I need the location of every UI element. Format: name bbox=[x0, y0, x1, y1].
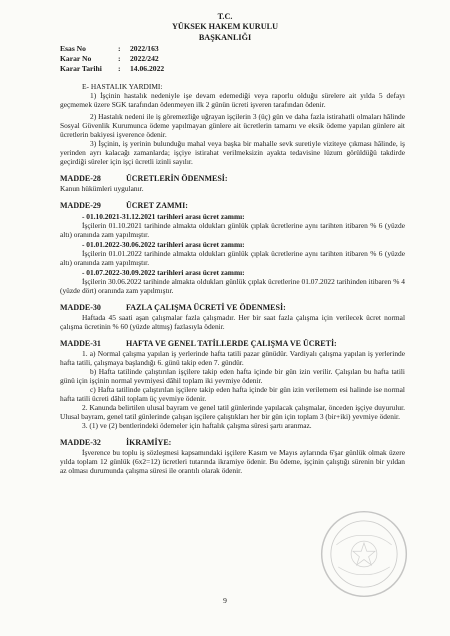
madde-28-paragraph: Kanun hükümleri uygulanır. bbox=[60, 184, 144, 194]
document-body bbox=[60, 82, 405, 475]
madde-30-heading bbox=[60, 303, 405, 313]
madde-31-paragraph-1: 1. a) Normal çalışma yapılan iş yerlerinde hafta tatili pazar günüdür. Vardiyalı çalışma yapılan iş yerlerinde hafta tatili, çalışmaya başlandığı 6. günü takip eden 7. gündür. bbox=[60, 348, 405, 367]
madde-number: MADDE-29 bbox=[60, 201, 101, 211]
meta-row-karar bbox=[60, 54, 164, 64]
meta-sep: : bbox=[118, 44, 121, 53]
madde-28-heading bbox=[60, 174, 405, 184]
madde-32-heading bbox=[60, 438, 405, 448]
section-e-paragraph-3: 3) İşçinin, iş yerinin bulunduğu mahal veya başka bir mahalle sevk suretiyle viziteye çıkması hâlinde, iş yerinden ayrı kalacağı zamanlarda; işçiye istirahat verilmeksizin ayakta tedavisine lüzum görüldüğü takdirde geçirdiği süreler için işçi ücretli izinli sayılır. bbox=[60, 139, 405, 167]
madde-31-paragraph-3: c) Hafta tatilinde çalıştırılan işçilere takip eden hafta içinde bir gün izin verilemem esi halinde ise normal hafta tatili ücreti dâhil toplam üç yevmiye ödenir. bbox=[60, 384, 405, 403]
meta-key: Karar Tarihi bbox=[60, 63, 102, 73]
madde-title: FAZLA ÇALIŞMA ÜCRETİ VE ÖDENMESİ: bbox=[126, 303, 286, 313]
madde-title: HAFTA VE GENEL TATİLLERDE ÇALIŞMA VE ÜCRETİ: bbox=[126, 338, 337, 348]
header-line-tc: T.C. bbox=[217, 12, 233, 21]
meta-key: Esas No bbox=[60, 44, 86, 53]
header-line-institution: YÜKSEK HAKEM KURULU bbox=[172, 22, 278, 32]
madde-number: MADDE-30 bbox=[60, 303, 101, 313]
madde-31-heading bbox=[60, 339, 405, 349]
header-line-presidency: BAŞKANLIĞI bbox=[198, 32, 252, 42]
page-number: 9 bbox=[223, 596, 227, 605]
madde-29-heading bbox=[60, 201, 405, 211]
case-meta bbox=[60, 44, 164, 74]
madde-31-paragraph-5: 3. (1) ve (2) bentlerindeki ödemeler için haftalık çalışma süresi şartı aranmaz. bbox=[82, 420, 312, 430]
madde-29-subheading-2: - 01.01.2022-30.06.2022 tarihleri arası ücret zammı: bbox=[82, 239, 245, 249]
official-seal-stamp bbox=[318, 508, 410, 600]
madde-number: MADDE-32 bbox=[60, 437, 101, 447]
madde-31-paragraph-4: 2. Kanunda belirtilen ulusal bayram ve genel tatil günlerinde yapılacak çalışmalar, önceden işçiye duyurulur. Ulusal bayram, genel tatil günlerinde çalışan işçilere çalıştıkları her bir gün için toplam 3 (bir+iki) yevmiye ödenir. bbox=[60, 402, 405, 421]
madde-number: MADDE-31 bbox=[60, 338, 101, 348]
madde-title: ÜCRET ZAMMI: bbox=[126, 201, 188, 211]
meta-value: 2022/163 bbox=[130, 44, 159, 53]
madde-31-paragraph-2: b) Hafta tatilinde çalıştırılan işçilere takip eden hafta içinde bir gün izin verilir. Çalışılan bu hafta tatili günü için işçinin normal yevmiyesi dâhil toplam iki yevmiye ödenir. bbox=[60, 366, 405, 385]
madde-29-paragraph-1: İşçilerin 01.10.2021 tarihinde almakta oldukları günlük çıplak ücretlerine aynı tarihten itibaren % 6 (yüzde altı) oranında zam yapılmıştır. bbox=[60, 220, 405, 239]
madde-29-paragraph-3: İşçilerin 30.06.2022 tarihinde almakta oldukları günlük çıplak ücretlerine 01.07.2022 tarihinden itibaren % 4 (yüzde dört) oranında zam yapılmıştır. bbox=[60, 277, 405, 296]
section-e-paragraph-2: 2) Hastalık nedeni ile iş göremezliğe uğrayan işçilerin 3 (üç) gün ve daha fazla istirahatli olmaları hâlinde Sosyal Güvenlik Kurumunca ödeme yapılmayan günlere ait ücretlerin tamamı ve eksik ödeme yapılan günlere ait ücretlerin bakiyesi işverence ödenir. bbox=[60, 112, 405, 140]
madde-32-paragraph: İşverence bu toplu iş sözleşmesi kapsamındaki işçilere Kasım ve Mayıs aylarında 6'şar günlük olmak üzere yılda toplam 12 günlük (6x2=12) ücretleri tutarında ikramiye ödenir. Bu ödeme, işçinin çalıştığı sürenin bir yıldan az olması durumunda çalışma süresi ile orantılı olarak ödenir. bbox=[60, 447, 405, 475]
madde-number: MADDE-28 bbox=[60, 174, 101, 184]
meta-row-karar-tarihi bbox=[60, 64, 164, 74]
meta-row-esas bbox=[60, 44, 164, 54]
madde-29-paragraph-2: İşçilerin 01.01.2022 tarihinde almakta oldukları günlük çıplak ücretlerine aynı tarihten itibaren % 6 (yüzde altı) oranında zam yapılmıştır. bbox=[60, 248, 405, 267]
section-e-title: E- HASTALIK YARDIMI: bbox=[82, 82, 163, 91]
meta-value: 2022/242 bbox=[130, 53, 159, 63]
madde-title: ÜCRETLERİN ÖDENMESİ: bbox=[126, 174, 228, 184]
meta-sep: : bbox=[118, 53, 121, 63]
meta-value: 14.06.2022 bbox=[130, 63, 165, 73]
madde-29-subheading-3: - 01.07.2022-30.09.2022 tarihleri arası ücret zammı: bbox=[82, 268, 245, 277]
meta-key: Karar No bbox=[60, 53, 92, 63]
madde-29-subheading-1: - 01.10.2021-31.12.2021 tarihleri arası ücret zammı: bbox=[82, 211, 245, 221]
madde-30-paragraph: Haftada 45 saati aşan çalışmalar fazla çalışmadır. Her bir saat fazla çalışma için verilecek ücret normal çalışma ücretinin % 60 (yüzde altmış) fazlasıyla ödenir. bbox=[60, 312, 405, 331]
meta-sep: : bbox=[118, 63, 121, 73]
document-header bbox=[0, 12, 450, 43]
madde-title: İKRAMİYE: bbox=[126, 437, 172, 447]
section-e-paragraph-1: 1) İşçinin hastalık nedeniyle işe devam edemediği veya raporlu olduğu sürelere ait yılda 5 defayı geçmemek üzere SGK tarafından ödenmeyen ilk 2 günün ücreti işveren tarafından ödenir. bbox=[60, 91, 405, 110]
